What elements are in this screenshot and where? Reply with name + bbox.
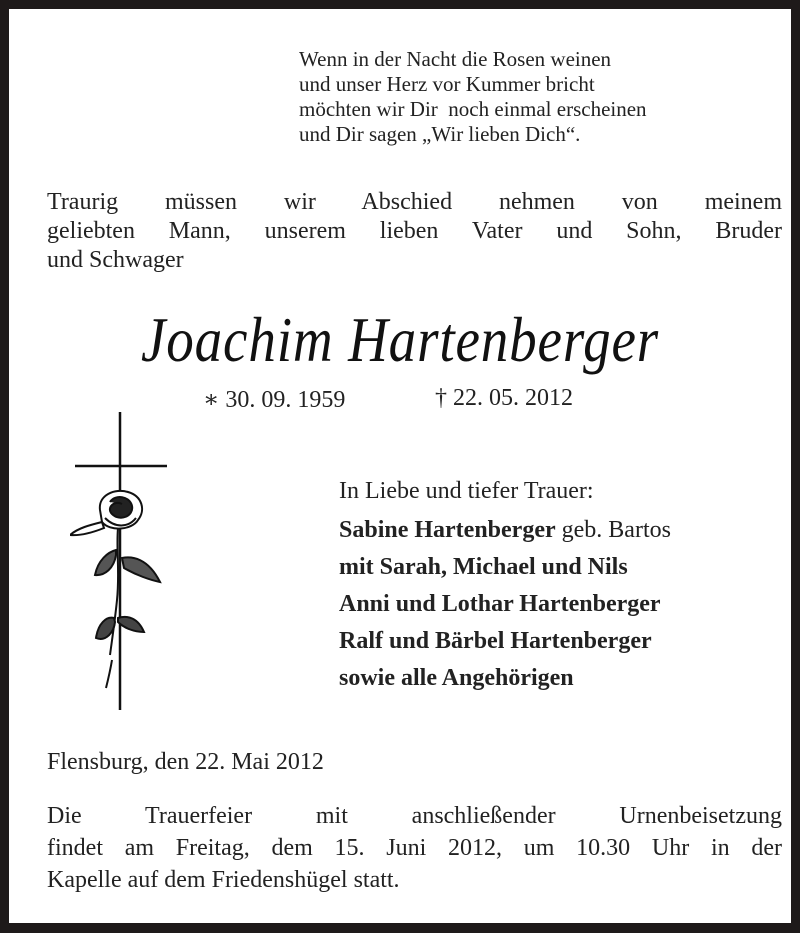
cross-with-rose-icon [70,410,170,710]
maiden-name: geb. Bartos [555,517,671,543]
intro-text [47,188,782,275]
ceremony-line: findet am Freitag, dem 15. Juni 2012, um 10.30 Uhr in der [47,835,782,861]
poem-line: möchten wir Dir noch einmal erscheinen [299,97,647,121]
ceremony-text [47,800,782,896]
mourner-line [339,512,671,549]
mourner-name: Sabine Hartenberger [339,517,556,543]
mourners-block [339,474,671,697]
poem [299,47,647,147]
poem-line: und unser Herz vor Kummer bricht [299,72,595,96]
intro-line: geliebten Mann, unserem lieben Vater und Sohn, Bruder [47,218,782,244]
intro-line: Traurig müssen wir Abschied nehmen von meinem [47,189,782,215]
intro-line: und Schwager [47,247,184,273]
ceremony-line: Kapelle auf dem Friedenshügel statt. [47,867,400,893]
death-date: † 22. 05. 2012 [435,385,573,411]
poem-line: und Dir sagen „Wir lieben Dich“. [299,122,581,146]
mourner-line: Ralf und Bärbel Hartenberger [339,628,652,654]
poem-line: Wenn in der Nacht die Rosen weinen [299,47,612,71]
mourner-line: mit Sarah, Michael und Nils [339,554,628,580]
ceremony-line: Die Trauerfeier mit anschließender Urnenbeisetzung [47,803,782,829]
mourners-heading: In Liebe und tiefer Trauer: [339,478,594,504]
mourner-line: Anni und Lothar Hartenberger [339,591,661,617]
place-and-date: Flensburg, den 22. Mai 2012 [47,749,324,775]
mourner-line: sowie alle Angehörigen [339,665,574,691]
birth-date: ∗ 30. 09. 1959 [203,387,346,413]
deceased-name: Joachim Hartenberger [140,304,660,375]
